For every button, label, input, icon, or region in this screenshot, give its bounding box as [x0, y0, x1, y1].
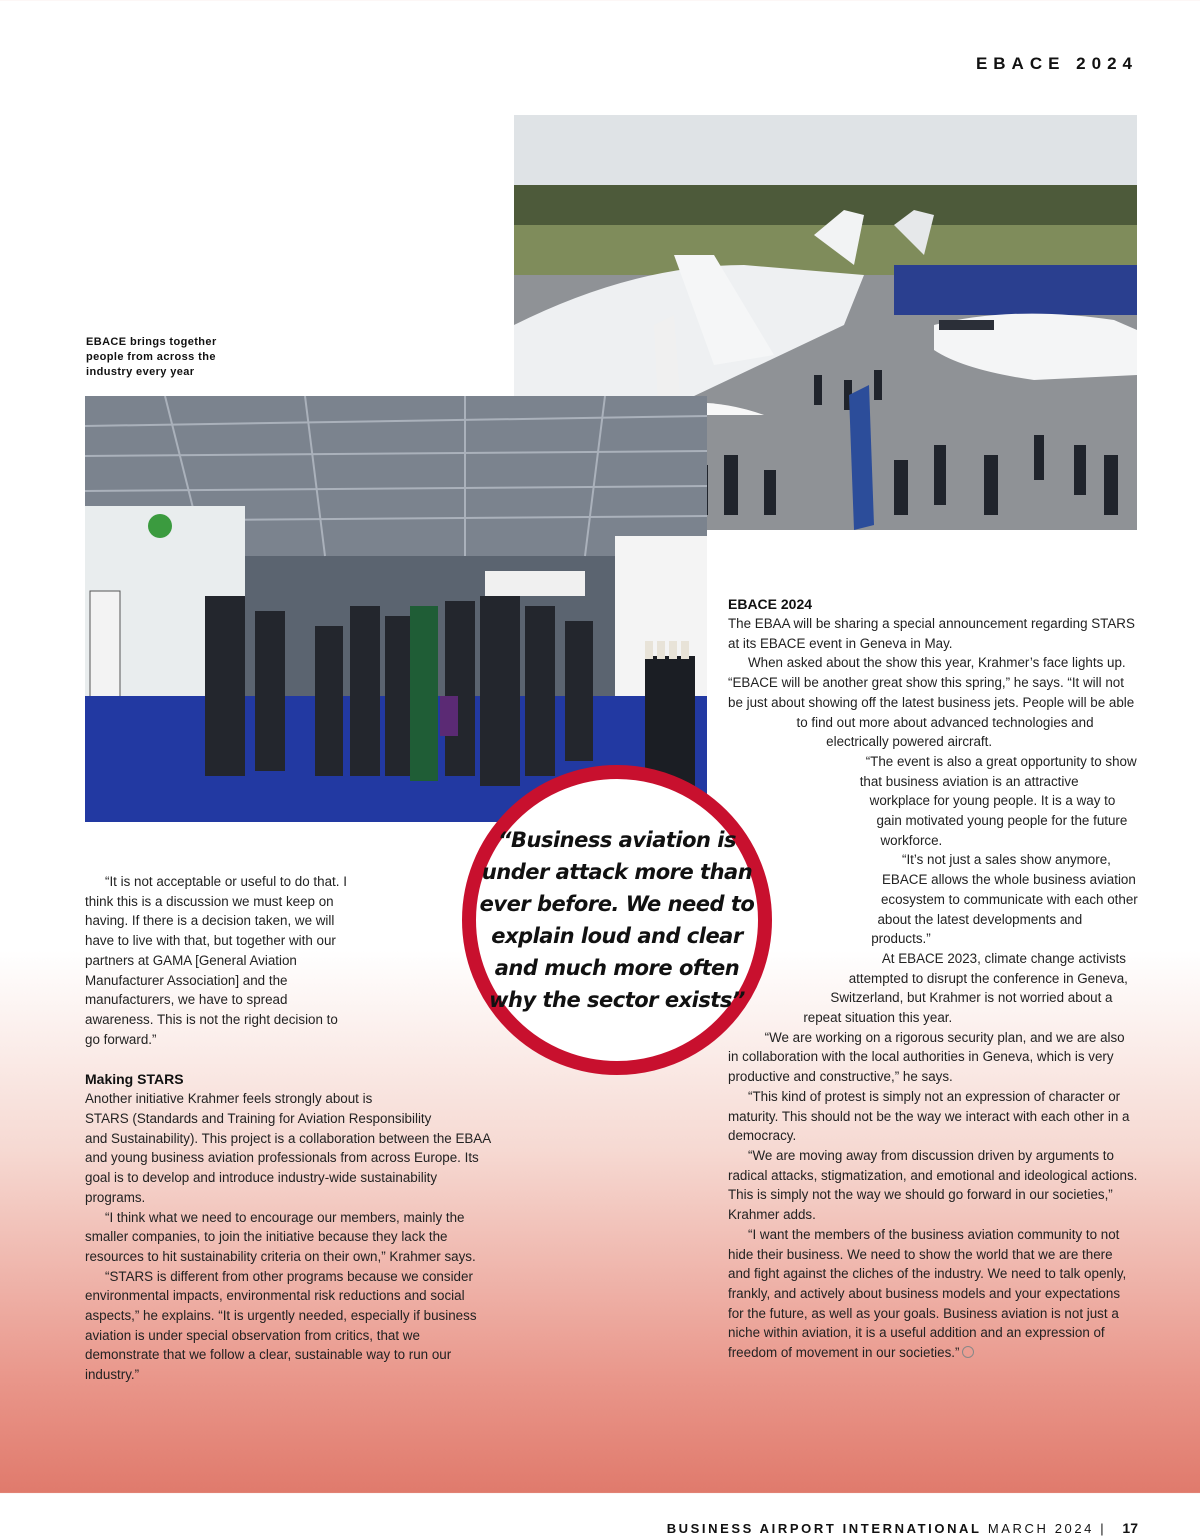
body-paragraph: Another initiative Krahmer feels strongly about is STARS (Standards and Training for Aviation Responsibility and Sustainability). This project is a collaboration between the EBAA and young business aviation professionals from across Europe. Its goal is to develop and introduce industry-wide sustainability programs. [85, 1091, 491, 1205]
page-footer [667, 1520, 1138, 1536]
body-paragraph: “It is not acceptable or useful to do that. I think this is a discussion we must keep on having. If there is a decision taken, we will have to live with that, but together with our partners at GAMA [General Aviation Manufacturer Association] and the manufacturers, we have to spread awareness. This is not the right decision to go forward.” [85, 874, 347, 1047]
right-column [728, 594, 1138, 1363]
pull-quote-text: “Business aviation is under attack more than ever before. We need to explain loud and clear and much more often why the sector exists” [479, 828, 755, 1012]
section-header: EBACE 2024 [975, 54, 1138, 73]
section-heading-ebace-2024: EBACE 2024 [728, 596, 813, 612]
pull-quote-circle [462, 765, 772, 1075]
body-paragraph: “This kind of protest is simply not an expression of character or maturity. This should not be the way we interact with each other in a democracy. [728, 1088, 1130, 1144]
body-paragraph: The EBAA will be sharing a special announcement regarding STARS at its EBACE event in Geneva in May. [728, 616, 1135, 651]
body-paragraph: “We are working on a rigorous security plan, and we are also in collaboration with the local authorities in Geneva, which is very productive and constructive,” he says. [728, 1029, 1125, 1085]
exhibition-hall-photo [85, 396, 707, 822]
body-paragraph: “I think what we need to encourage our members, mainly the smaller companies, to join the initiative because they lack the resources to hit sustainability criteria on their own,” Krahmer says. [85, 1209, 476, 1264]
footer-publication: BUSINESS AIRPORT INTERNATIONAL [666, 1521, 982, 1536]
body-paragraph: “The event is also a great opportunity to show that business aviation is an attractive workplace for young people. It is a way to gain motivated young people for the future workforce. [859, 753, 1137, 848]
body-paragraph: “We are moving away from discussion driven by arguments to radical attacks, stigmatization, and emotional and ideological actions. This is simply not the way we should go forward in our societies,” Krahmer adds. [728, 1147, 1138, 1223]
photo-caption: EBACE brings together people from across the industry every year [86, 336, 217, 378]
body-paragraph: When asked about the show this year, Krahmer’s face lights up. “EBACE will be another great show this spring,” he says. “It will not be just about showing off the latest business jets. People will be able to find out more about advanced technologies and electrically powered aircraft. [728, 655, 1135, 750]
closing-paragraph-text: “I want the members of the business aviation community to not hide their business. We need to show the world that we are there and fight against the cliches of the industry. We need to talk openly, frankly, and actively about business models and your expectations for the future, as well as your goals. Business aviation is not just a niche within aviation, it is a useful addition and an expression of freedom of movement in our societies.” [728, 1226, 1127, 1361]
section-heading-making-stars: Making STARS [85, 1071, 184, 1088]
body-paragraph: “It’s not just a sales show anymore, EBACE allows the whole business aviation ecosystem to communicate with each other about the latest developments and products.” [871, 852, 1138, 947]
end-mark-icon [962, 1346, 974, 1358]
footer-issue: MARCH 2024 | [987, 1521, 1107, 1536]
body-paragraph: “STARS is different from other programs because we consider environmental impacts, environmental risk reductions and social aspects,” he explains. “It is urgently needed, especially if business aviation is under special observation from critics, that we demonstrate that we follow a clear, sustainable way to run our industry.” [85, 1268, 477, 1383]
left-column [85, 872, 495, 1385]
body-paragraph: At EBACE 2023, climate change activists attempted to disrupt the conference in Geneva, Switzerland, but Krahmer is not worried about a repeat situation this year. [803, 950, 1128, 1026]
page-number: 17 [1122, 1520, 1138, 1536]
body-paragraph [728, 1225, 1138, 1363]
